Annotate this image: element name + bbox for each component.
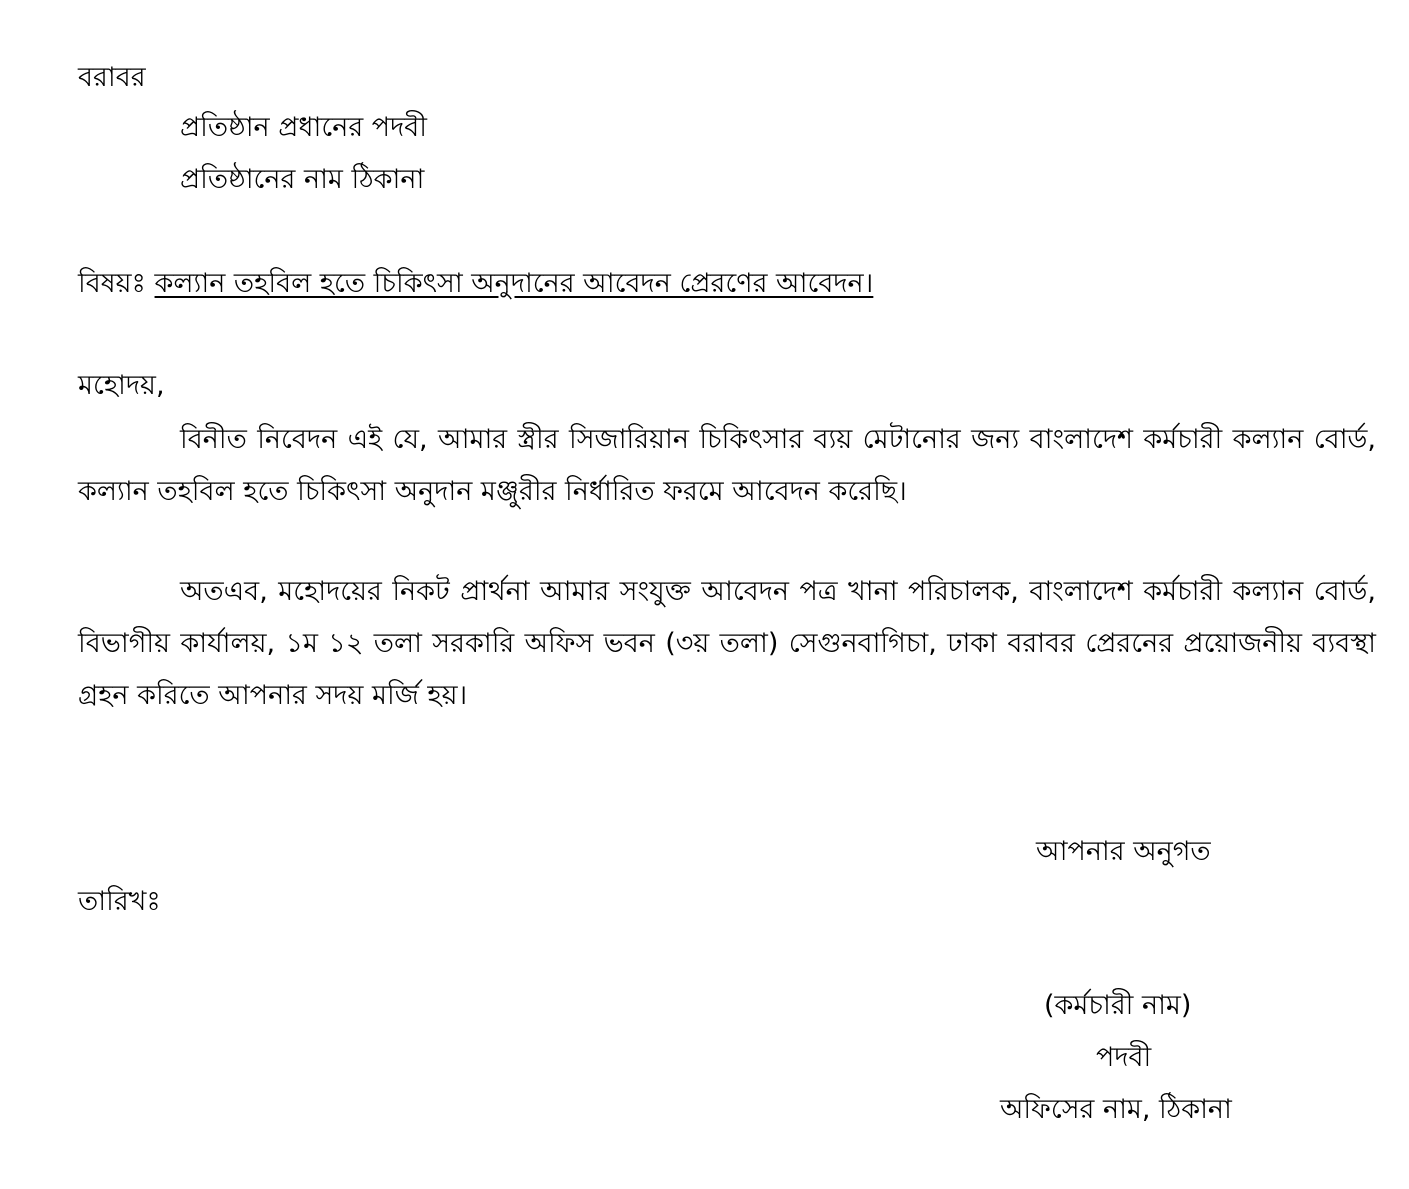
closing: আপনার অনুগত [1036, 836, 1211, 867]
greeting: মহোদয়, [78, 370, 165, 401]
subject-label: বিষয়ঃ [78, 268, 146, 299]
signature-office: অফিসের নাম, ঠিকানা [1000, 1094, 1232, 1125]
body-paragraph-1 [78, 414, 1376, 518]
recipient-designation: প্রতিষ্ঠান প্রধানের পদবী [180, 112, 428, 143]
date-label: তারিখঃ [78, 886, 161, 917]
paragraph-2-text: অতএব, মহোদয়ের নিকট প্রার্থনা আমার সংযুক্ত আবেদন পত্র খানা পরিচালক, বাংলাদেশ কর্মচারী কল্যান বোর্ড, বিভাগীয় কার্যালয়, ১ম ১২ তলা সরকারি অফিস ভবন (৩য় তলা) সেগুনবাগিচা, ঢাকা বরাবর প্রেরনের প্রয়োজনীয় ব্যবস্থা গ্রহন করিতে আপনার সদয় মর্জি হয়। [78, 576, 1376, 711]
paragraph-1-text: বিনীত নিবেদন এই যে, আমার স্ত্রীর সিজারিয়ান চিকিৎসার ব্যয় মেটানোর জন্য বাংলাদেশ কর্মচারী কল্যান বোর্ড, কল্যান তহবিল হতে চিকিৎসা অনুদান মঞ্জুরীর নির্ধারিত ফরমে আবেদন করেছি। [78, 424, 1376, 507]
subject-line [78, 268, 873, 300]
subject-text: কল্যান তহবিল হতে চিকিৎসা অনুদানের আবেদন প্রেরণের আবেদন। [154, 268, 874, 299]
signature-designation: পদবী [1096, 1042, 1152, 1073]
recipient-institution: প্রতিষ্ঠানের নাম ঠিকানা [180, 164, 425, 195]
salutation-to: বরাবর [78, 62, 146, 93]
body-paragraph-2 [78, 566, 1376, 722]
signature-name: (কর্মচারী নাম) [1044, 990, 1192, 1021]
